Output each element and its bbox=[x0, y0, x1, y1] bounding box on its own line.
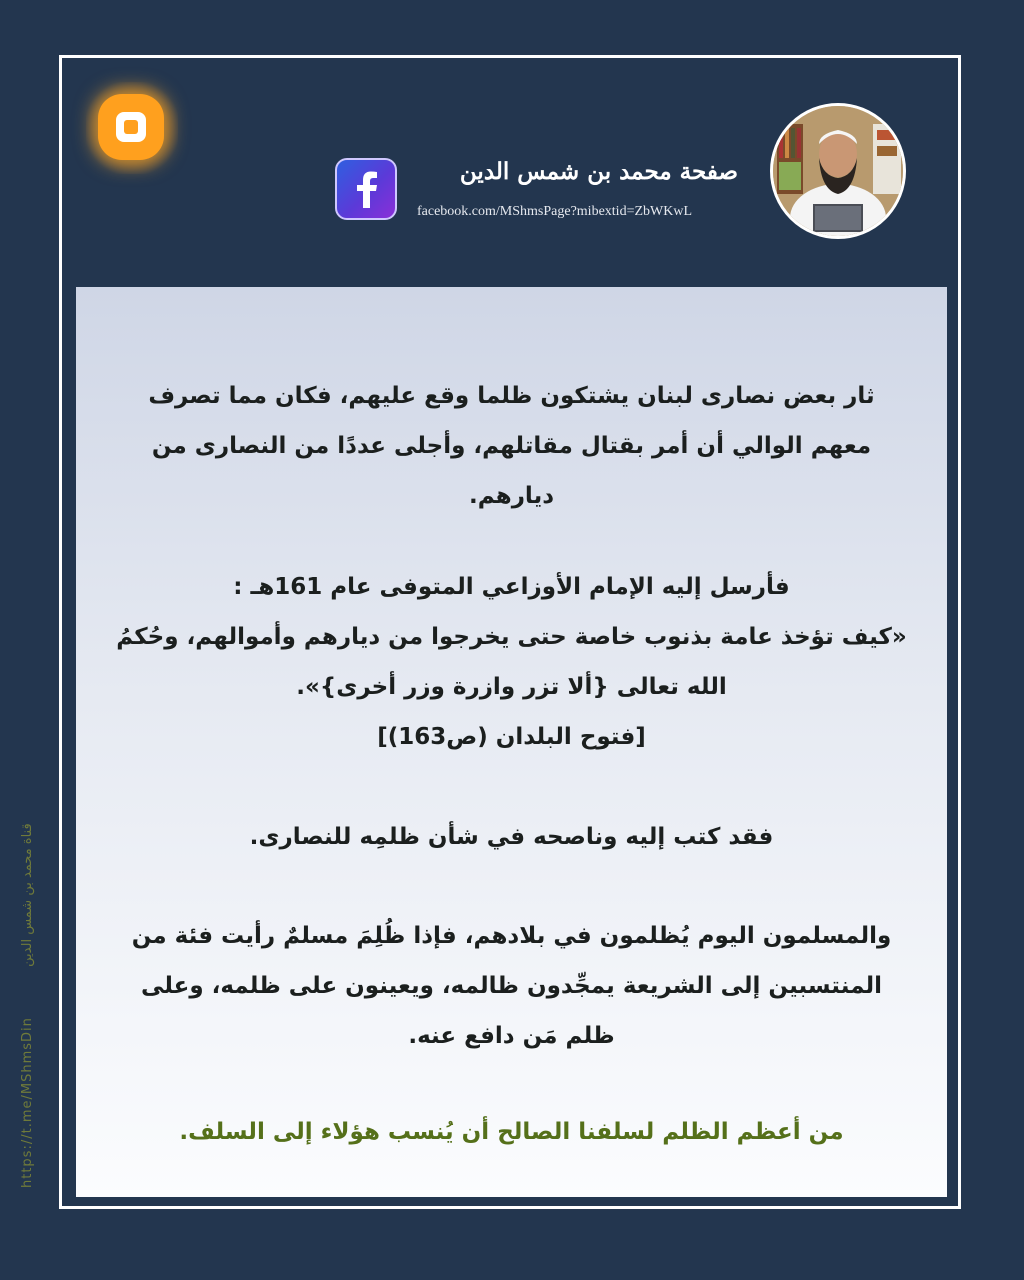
post-card bbox=[76, 287, 947, 1197]
post-paragraph-2-intro: فأرسل إليه الإمام الأوزاعي المتوفى عام 161هـ : bbox=[233, 574, 790, 600]
page-url[interactable]: facebook.com/MShmsPage?mibextid=ZbWKwL bbox=[417, 204, 693, 219]
page-name[interactable]: صفحة محمد بن شمس الدين bbox=[459, 158, 738, 185]
post-paragraph-4: والمسلمون اليوم يُظلمون في بلادهم، فإذا ظُلِمَ مسلمٌ رأيت فئة من المنتسبين إلى الشريعة يمجِّدون ظالمه، ويعينون على ظلمه، وعلى ظلم مَن دافع عنه. bbox=[131, 923, 892, 1049]
post-source: [فتوح البلدان (ص163)] bbox=[377, 724, 646, 750]
facebook-icon[interactable] bbox=[335, 158, 397, 220]
post-quote: «كيف تؤخذ عامة بذنوب خاصة حتى يخرجوا من ديارهم وأموالهم، وحُكمُ الله تعالى {ألا تزر وازرة وزر أخرى}». bbox=[116, 624, 907, 700]
watermark bbox=[20, 748, 44, 1188]
profile-photo-illustration bbox=[773, 106, 903, 236]
post-paragraph-1: ثار بعض نصارى لبنان يشتكون ظلما وقع عليهم، فكان مما تصرف معهم الوالي أن أمر بقتال مقاتلهم، وأجلى عددًا من النصارى من ديارهم. bbox=[148, 383, 875, 509]
watermark-link[interactable]: https://t.me/MShmsDin bbox=[20, 1017, 35, 1188]
app-logo-icon bbox=[98, 94, 164, 160]
post-paragraph-3: فقد كتب إليه وناصحه في شأن ظلمِه للنصارى. bbox=[249, 824, 774, 850]
post-conclusion: من أعظم الظلم لسلفنا الصالح أن يُنسب هؤلاء إلى السلف. bbox=[179, 1119, 844, 1145]
app-logo-inner bbox=[116, 112, 146, 142]
post-paragraph-2 bbox=[116, 562, 907, 762]
profile-photo[interactable] bbox=[770, 103, 906, 239]
watermark-channel-name: قناة محمد بن شمس الدين bbox=[20, 823, 35, 967]
